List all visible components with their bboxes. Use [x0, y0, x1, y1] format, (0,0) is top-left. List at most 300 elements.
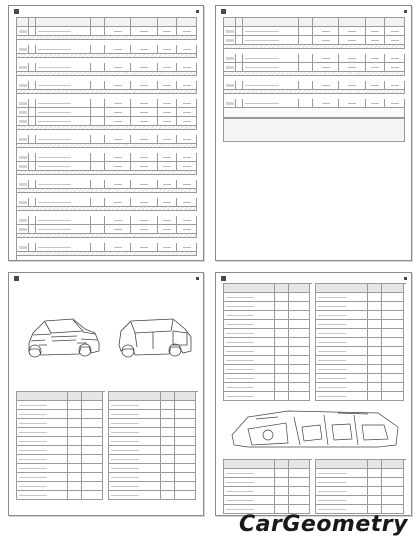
table-cell — [131, 153, 158, 162]
table-cell — [275, 487, 289, 496]
exterior-parts-table-left — [16, 391, 105, 500]
table-cell — [177, 135, 197, 144]
table-cell — [316, 320, 368, 329]
document-page-top-left — [8, 5, 204, 261]
table-cell — [17, 45, 29, 54]
table-cell — [36, 135, 91, 144]
table-cell — [224, 392, 275, 401]
table-cell — [36, 81, 91, 90]
table-cell — [91, 180, 105, 189]
table-cell — [109, 473, 161, 482]
table-cell — [382, 320, 404, 329]
table-cell — [382, 347, 404, 356]
table-cell — [158, 153, 177, 162]
table-cell — [91, 27, 105, 36]
page-id-mark — [14, 8, 199, 15]
table-cell — [236, 27, 243, 36]
table-cell — [36, 180, 91, 189]
table-cell — [289, 320, 310, 329]
table-cell — [82, 401, 103, 410]
table-cell — [316, 496, 368, 505]
table-cell — [158, 180, 177, 189]
table-cell — [109, 446, 161, 455]
section-divider — [17, 72, 197, 76]
table-cell — [82, 464, 103, 473]
table-cell — [161, 437, 175, 446]
table-cell — [29, 27, 36, 36]
table-cell — [17, 18, 29, 27]
table-cell — [316, 293, 368, 302]
table-cell — [243, 36, 299, 45]
table-cell — [109, 410, 161, 419]
table-cell — [316, 302, 368, 311]
table-cell — [275, 338, 289, 347]
table-cell — [131, 198, 158, 207]
table-cell — [385, 36, 405, 45]
table-cell — [131, 243, 158, 252]
table-cell — [175, 464, 196, 473]
table-cell — [161, 410, 175, 419]
table-cell — [175, 428, 196, 437]
table-cell — [105, 99, 131, 108]
table-cell — [29, 108, 36, 117]
table-cell — [29, 45, 36, 54]
table-cell — [29, 243, 36, 252]
exterior-parts-table-continued-left — [223, 283, 312, 401]
table-cell — [82, 392, 103, 401]
table-cell — [289, 329, 310, 338]
table-cell — [175, 491, 196, 500]
corner-mark-icon — [196, 10, 199, 13]
table-cell — [382, 284, 404, 293]
corner-mark-icon — [196, 277, 199, 280]
table-cell — [224, 302, 275, 311]
table-cell — [275, 392, 289, 401]
table-cell — [275, 478, 289, 487]
table-cell — [105, 27, 131, 36]
table-cell — [368, 329, 382, 338]
table-cell — [68, 401, 82, 410]
table-cell — [177, 63, 197, 72]
table-cell — [316, 469, 368, 478]
section-divider — [17, 90, 197, 94]
table-cell — [17, 473, 68, 482]
table-cell — [105, 117, 131, 126]
page-id-mark — [221, 275, 407, 282]
table-cell — [161, 446, 175, 455]
table-cell — [382, 302, 404, 311]
table-cell — [131, 45, 158, 54]
table-cell — [68, 482, 82, 491]
table-cell — [313, 36, 339, 45]
table-cell — [29, 135, 36, 144]
table-cell — [275, 460, 289, 469]
table-cell — [313, 81, 339, 90]
table-cell — [177, 117, 197, 126]
logo-prefix: CarGeomet — [239, 512, 382, 537]
corner-mark-icon — [14, 9, 19, 14]
table-cell — [17, 428, 68, 437]
section-divider — [224, 45, 405, 49]
table-cell — [299, 18, 313, 27]
table-cell — [91, 18, 105, 27]
table-cell — [299, 27, 313, 36]
table-cell — [36, 216, 91, 225]
exterior-parts-table-right — [108, 391, 198, 500]
table-cell — [17, 135, 29, 144]
table-cell — [161, 491, 175, 500]
table-cell — [91, 243, 105, 252]
table-cell — [158, 198, 177, 207]
table-cell — [224, 460, 275, 469]
table-cell — [131, 225, 158, 234]
section-divider — [17, 36, 197, 40]
table-cell — [385, 54, 405, 63]
table-cell — [17, 243, 29, 252]
table-cell — [275, 365, 289, 374]
table-cell — [29, 81, 36, 90]
table-cell — [275, 347, 289, 356]
table-cell — [368, 347, 382, 356]
table-cell — [91, 135, 105, 144]
table-cell — [224, 496, 275, 505]
table-cell — [382, 478, 404, 487]
table-cell — [224, 478, 275, 487]
table-cell — [385, 27, 405, 36]
table-cell — [368, 487, 382, 496]
table-cell — [316, 284, 368, 293]
table-cell — [236, 63, 243, 72]
table-cell — [158, 18, 177, 27]
table-cell — [91, 117, 105, 126]
table-cell — [158, 81, 177, 90]
table-cell — [131, 108, 158, 117]
table-cell — [82, 419, 103, 428]
table-cell — [224, 329, 275, 338]
table-cell — [29, 198, 36, 207]
section-divider — [17, 144, 197, 148]
table-cell — [289, 356, 310, 365]
interior-parts-table-left — [223, 459, 312, 514]
table-cell — [177, 180, 197, 189]
table-cell — [177, 153, 197, 162]
table-cell — [68, 428, 82, 437]
section-divider — [224, 72, 405, 76]
table-cell — [243, 63, 299, 72]
table-cell — [382, 365, 404, 374]
table-cell — [316, 347, 368, 356]
table-cell — [299, 81, 313, 90]
table-cell — [158, 117, 177, 126]
table-cell — [368, 478, 382, 487]
table-cell — [17, 198, 29, 207]
table-cell — [175, 419, 196, 428]
table-cell — [275, 374, 289, 383]
table-cell — [385, 63, 405, 72]
table-cell — [109, 419, 161, 428]
table-cell — [68, 464, 82, 473]
table-cell — [368, 374, 382, 383]
table-cell — [289, 347, 310, 356]
table-cell — [68, 455, 82, 464]
table-cell — [289, 496, 310, 505]
table-cell — [368, 392, 382, 401]
table-cell — [177, 162, 197, 171]
table-cell — [17, 63, 29, 72]
table-cell — [224, 63, 236, 72]
table-cell — [177, 99, 197, 108]
table-cell — [105, 135, 131, 144]
table-cell — [109, 437, 161, 446]
table-cell — [339, 27, 366, 36]
table-cell — [289, 469, 310, 478]
table-cell — [368, 365, 382, 374]
table-cell — [236, 81, 243, 90]
section-divider — [17, 171, 197, 175]
table-cell — [17, 99, 29, 108]
table-cell — [175, 401, 196, 410]
section-divider — [17, 126, 197, 130]
logo-suffix: ry — [381, 512, 408, 537]
table-cell — [289, 284, 310, 293]
table-cell — [82, 428, 103, 437]
table-cell — [82, 482, 103, 491]
cargeometry-logo — [239, 512, 408, 537]
table-cell — [289, 365, 310, 374]
table-cell — [177, 45, 197, 54]
table-cell — [36, 45, 91, 54]
table-cell — [158, 63, 177, 72]
table-cell — [161, 428, 175, 437]
page-id-mark — [14, 275, 199, 282]
vehicle-interior-diagram — [228, 405, 402, 451]
document-page-top-right — [215, 5, 412, 261]
table-cell — [91, 99, 105, 108]
table-cell — [236, 54, 243, 63]
table-cell — [366, 63, 385, 72]
table-cell — [131, 63, 158, 72]
table-cell — [368, 469, 382, 478]
table-cell — [175, 446, 196, 455]
table-cell — [224, 293, 275, 302]
table-cell — [313, 18, 339, 27]
table-cell — [366, 18, 385, 27]
interior-parts-table-right — [315, 459, 406, 514]
table-cell — [131, 162, 158, 171]
table-cell — [105, 243, 131, 252]
table-cell — [316, 392, 368, 401]
table-cell — [177, 198, 197, 207]
table-cell — [275, 496, 289, 505]
table-cell — [17, 162, 29, 171]
table-cell — [275, 284, 289, 293]
table-cell — [339, 18, 366, 27]
document-page-bottom-right — [215, 272, 412, 516]
table-cell — [177, 81, 197, 90]
section-divider — [224, 90, 405, 94]
table-cell — [177, 18, 197, 27]
table-cell — [275, 329, 289, 338]
table-cell — [175, 410, 196, 419]
table-cell — [36, 153, 91, 162]
table-cell — [91, 162, 105, 171]
table-cell — [382, 293, 404, 302]
table-cell — [131, 18, 158, 27]
table-cell — [275, 293, 289, 302]
table-cell — [316, 338, 368, 347]
table-cell — [109, 482, 161, 491]
section-divider — [17, 207, 197, 211]
table-cell — [316, 460, 368, 469]
table-cell — [275, 383, 289, 392]
table-cell — [236, 18, 243, 27]
table-cell — [224, 36, 236, 45]
table-cell — [313, 54, 339, 63]
table-cell — [82, 446, 103, 455]
corner-mark-icon — [221, 276, 226, 281]
table-cell — [29, 153, 36, 162]
corner-mark-icon — [221, 9, 226, 14]
parts-table — [16, 17, 197, 261]
table-cell — [91, 108, 105, 117]
table-cell — [17, 446, 68, 455]
table-cell — [316, 356, 368, 365]
table-cell — [299, 36, 313, 45]
table-cell — [382, 460, 404, 469]
table-cell — [109, 428, 161, 437]
table-cell — [224, 27, 236, 36]
table-cell — [17, 419, 68, 428]
table-cell — [91, 198, 105, 207]
table-cell — [17, 464, 68, 473]
table-cell — [29, 216, 36, 225]
table-cell — [161, 482, 175, 491]
table-cell — [29, 225, 36, 234]
table-cell — [368, 338, 382, 347]
table-cell — [313, 63, 339, 72]
table-cell — [289, 293, 310, 302]
table-cell — [289, 302, 310, 311]
table-cell — [158, 45, 177, 54]
table-cell — [17, 180, 29, 189]
table-cell — [382, 496, 404, 505]
table-cell — [177, 216, 197, 225]
table-cell — [36, 243, 91, 252]
table-cell — [29, 180, 36, 189]
table-cell — [29, 63, 36, 72]
table-cell — [91, 153, 105, 162]
table-cell — [17, 392, 68, 401]
table-cell — [91, 81, 105, 90]
table-cell — [36, 18, 91, 27]
table-cell — [224, 311, 275, 320]
table-cell — [131, 216, 158, 225]
table-cell — [161, 473, 175, 482]
table-cell — [36, 198, 91, 207]
table-cell — [175, 482, 196, 491]
table-cell — [17, 491, 68, 500]
table-cell — [36, 117, 91, 126]
table-cell — [177, 225, 197, 234]
table-cell — [339, 36, 366, 45]
table-cell — [29, 162, 36, 171]
table-cell — [289, 311, 310, 320]
table-cell — [17, 153, 29, 162]
table-cell — [82, 410, 103, 419]
table-cell — [368, 383, 382, 392]
table-cell — [289, 460, 310, 469]
table-cell — [368, 284, 382, 293]
table-cell — [316, 365, 368, 374]
table-cell — [368, 496, 382, 505]
table-cell — [224, 469, 275, 478]
table-cell — [109, 455, 161, 464]
table-cell — [289, 478, 310, 487]
table-cell — [236, 36, 243, 45]
table-cell — [68, 392, 82, 401]
table-cell — [366, 36, 385, 45]
table-cell — [17, 216, 29, 225]
table-cell — [109, 392, 161, 401]
table-cell — [224, 365, 275, 374]
table-cell — [105, 198, 131, 207]
table-cell — [17, 81, 29, 90]
table-cell — [17, 401, 68, 410]
table-cell — [224, 383, 275, 392]
table-cell — [316, 329, 368, 338]
table-cell — [382, 392, 404, 401]
table-cell — [36, 162, 91, 171]
table-cell — [105, 225, 131, 234]
table-cell — [91, 63, 105, 72]
table-cell — [382, 329, 404, 338]
table-cell — [316, 383, 368, 392]
table-cell — [382, 356, 404, 365]
table-cell — [243, 81, 299, 90]
table-cell — [299, 54, 313, 63]
table-cell — [161, 392, 175, 401]
table-cell — [175, 455, 196, 464]
table-cell — [316, 374, 368, 383]
table-cell — [82, 455, 103, 464]
table-cell — [275, 469, 289, 478]
table-cell — [275, 320, 289, 329]
table-cell — [82, 437, 103, 446]
table-cell — [68, 410, 82, 419]
caution-box — [223, 107, 405, 118]
table-cell — [313, 27, 339, 36]
corner-mark-icon — [404, 277, 407, 280]
table-cell — [316, 478, 368, 487]
table-cell — [224, 487, 275, 496]
table-cell — [161, 401, 175, 410]
table-cell — [275, 311, 289, 320]
vehicle-rear-diagram — [113, 307, 197, 369]
table-cell — [368, 293, 382, 302]
table-cell — [368, 311, 382, 320]
table-cell — [68, 491, 82, 500]
table-cell — [29, 99, 36, 108]
table-cell — [175, 392, 196, 401]
table-cell — [366, 54, 385, 63]
table-cell — [224, 356, 275, 365]
table-cell — [224, 81, 236, 90]
table-cell — [82, 491, 103, 500]
table-cell — [224, 284, 275, 293]
table-cell — [275, 302, 289, 311]
table-cell — [224, 374, 275, 383]
table-cell — [368, 302, 382, 311]
